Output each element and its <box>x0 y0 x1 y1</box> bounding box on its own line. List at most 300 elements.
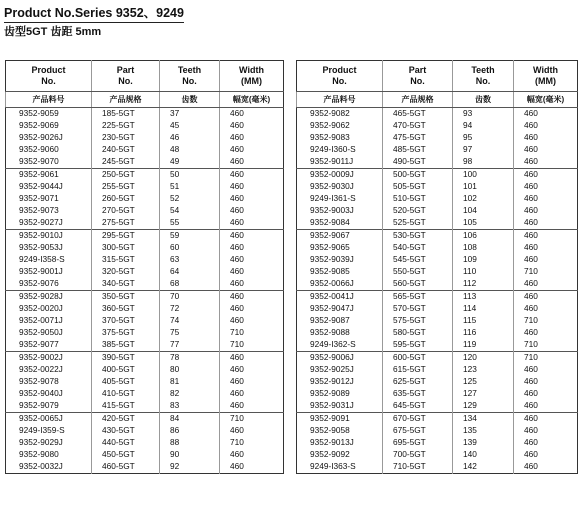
cell-product-no: 9352-9082 <box>310 108 350 119</box>
cell-product-no: 9352-9091 <box>297 413 383 426</box>
cell-product-no: 9352-0022J <box>19 364 63 375</box>
cell-part-no: 230-5GT <box>92 132 160 144</box>
cell-teeth-no: 114 <box>453 303 514 315</box>
cell-width: 460 <box>220 217 284 230</box>
cell-width: 460 <box>514 144 578 156</box>
cell-width: 710 <box>514 315 578 327</box>
col-header-width <box>220 61 284 92</box>
cell-product-no: 9249-I358-S <box>19 254 65 265</box>
cell-part-no: 505-5GT <box>383 181 453 193</box>
cell-teeth-no: 82 <box>160 388 220 400</box>
cell-part-no: 295-5GT <box>92 230 160 243</box>
cell-width: 460 <box>220 461 284 474</box>
cell-width: 460 <box>220 266 284 278</box>
cell-teeth-no: 135 <box>453 425 514 437</box>
product-table-left <box>5 60 284 474</box>
table-row <box>6 108 284 121</box>
cell-product-no: 9352-9030J <box>310 181 354 192</box>
cell-width: 460 <box>220 156 284 169</box>
cell-product-no: 9249-I363-S <box>310 461 356 472</box>
cell-teeth-no: 52 <box>160 193 220 205</box>
cell-part-no: 470-5GT <box>383 120 453 132</box>
cell-width: 710 <box>220 413 284 426</box>
cell-width: 460 <box>220 315 284 327</box>
table-row <box>6 193 284 205</box>
cell-width: 460 <box>514 254 578 266</box>
cell-teeth-no: 81 <box>160 376 220 388</box>
cell-teeth-no: 112 <box>453 278 514 291</box>
cell-width: 460 <box>514 461 578 474</box>
col-header-width-cn: 幅宽(毫米) <box>220 92 284 108</box>
cell-product-no: 9352-9059 <box>19 108 59 119</box>
cell-teeth-no: 129 <box>453 400 514 413</box>
cell-product-no: 9249-I359-S <box>19 425 65 436</box>
cell-product-no: 9352-9078 <box>19 376 59 387</box>
cell-teeth-no: 134 <box>453 413 514 426</box>
cell-part-no: 490-5GT <box>383 156 453 169</box>
table-row <box>297 291 578 304</box>
cell-width: 460 <box>514 425 578 437</box>
cell-product-no: 9352-9026J <box>19 132 63 143</box>
cell-width: 460 <box>514 278 578 291</box>
cell-product-no: 9352-9062 <box>310 120 350 131</box>
cell-product-no: 9352-9079 <box>19 400 59 411</box>
cell-teeth-no: 64 <box>160 266 220 278</box>
cell-product-no: 9352-0032J <box>19 461 63 472</box>
cell-width: 460 <box>514 327 578 339</box>
cell-part-no: 440-5GT <box>92 437 160 449</box>
table-row <box>297 437 578 449</box>
cell-width: 460 <box>220 388 284 400</box>
cell-part-no: 545-5GT <box>383 254 453 266</box>
col-header-width-text: Width (MM) <box>239 65 264 86</box>
cell-width: 460 <box>514 376 578 388</box>
cell-width: 460 <box>514 388 578 400</box>
cell-product-no: 9352-9050J <box>19 327 63 338</box>
table-row <box>6 315 284 327</box>
cell-teeth-no: 46 <box>160 132 220 144</box>
cell-teeth-no: 49 <box>160 156 220 169</box>
cell-product-no: 9352-9065 <box>310 242 350 253</box>
cell-part-no: 675-5GT <box>383 425 453 437</box>
table-row <box>6 266 284 278</box>
table-row <box>297 108 578 121</box>
table-row <box>6 230 284 243</box>
cell-teeth-no: 68 <box>160 278 220 291</box>
cell-part-no: 710-5GT <box>383 461 453 474</box>
cell-teeth-no: 88 <box>160 437 220 449</box>
cell-part-no: 500-5GT <box>383 169 453 182</box>
cell-part-no: 485-5GT <box>383 144 453 156</box>
cell-part-no: 370-5GT <box>92 315 160 327</box>
cell-teeth-no: 80 <box>160 364 220 376</box>
col-header-product-no-text: Product No. <box>31 65 66 86</box>
cell-part-no: 340-5GT <box>92 278 160 291</box>
cell-part-no: 625-5GT <box>383 376 453 388</box>
cell-width: 460 <box>220 230 284 243</box>
cell-width: 460 <box>514 413 578 426</box>
table-row <box>6 400 284 413</box>
cell-width: 710 <box>514 266 578 278</box>
cell-product-no: 9352-9053J <box>19 242 63 253</box>
cell-teeth-no: 106 <box>453 230 514 243</box>
cell-product-no: 9249-I360-S <box>310 144 356 155</box>
cell-part-no: 225-5GT <box>92 120 160 132</box>
cell-teeth-no: 95 <box>453 132 514 144</box>
col-header-part-no <box>383 61 453 92</box>
cell-teeth-no: 59 <box>160 230 220 243</box>
cell-part-no: 400-5GT <box>92 364 160 376</box>
cell-part-no: 600-5GT <box>383 352 453 365</box>
cell-width: 460 <box>220 291 284 304</box>
cell-width: 460 <box>514 291 578 304</box>
cell-part-no: 520-5GT <box>383 205 453 217</box>
cell-teeth-no: 98 <box>453 156 514 169</box>
cell-width: 460 <box>220 278 284 291</box>
col-header-width-text: Width (MM) <box>533 65 558 86</box>
cell-teeth-no: 55 <box>160 217 220 230</box>
cell-width: 460 <box>514 169 578 182</box>
cell-product-no: 9352-9069 <box>19 120 59 131</box>
cell-width: 460 <box>220 352 284 365</box>
cell-product-no: 9352-9040J <box>19 388 63 399</box>
cell-width: 460 <box>220 108 284 121</box>
cell-width: 460 <box>514 230 578 243</box>
cell-part-no: 390-5GT <box>92 352 160 365</box>
col-header-width-cn: 幅宽(毫米) <box>514 92 578 108</box>
table-row <box>6 437 284 449</box>
table-row <box>6 291 284 304</box>
cell-part-no: 510-5GT <box>383 193 453 205</box>
table-row <box>297 388 578 400</box>
col-header-product-no-cn: 产品料号 <box>6 92 92 108</box>
table-row <box>297 278 578 291</box>
table-row <box>6 449 284 461</box>
col-header-teeth-no-text: Teeth No. <box>471 65 495 86</box>
table-row <box>6 242 284 254</box>
table-row <box>6 181 284 193</box>
product-table-right <box>296 60 578 474</box>
cell-product-no: 9352-9003J <box>310 205 354 216</box>
cell-teeth-no: 120 <box>453 352 514 365</box>
cell-teeth-no: 75 <box>160 327 220 339</box>
table-row <box>6 364 284 376</box>
table-row <box>6 413 284 426</box>
cell-width: 460 <box>514 449 578 461</box>
cell-teeth-no: 105 <box>453 217 514 230</box>
cell-width: 460 <box>514 181 578 193</box>
cell-width: 710 <box>220 327 284 339</box>
cell-part-no: 475-5GT <box>383 132 453 144</box>
cell-product-no: 9352-9006J <box>297 352 383 365</box>
table-row <box>297 181 578 193</box>
table-row <box>297 120 578 132</box>
cell-part-no: 245-5GT <box>92 156 160 169</box>
cell-product-no: 9352-9084 <box>310 217 350 228</box>
cell-teeth-no: 92 <box>160 461 220 474</box>
cell-part-no: 645-5GT <box>383 400 453 413</box>
col-header-teeth-no-cn: 齿数 <box>453 92 514 108</box>
cell-part-no: 350-5GT <box>92 291 160 304</box>
cell-teeth-no: 78 <box>160 352 220 365</box>
table-row <box>297 339 578 352</box>
table-row <box>297 352 578 365</box>
cell-width: 460 <box>220 144 284 156</box>
cell-teeth-no: 115 <box>453 315 514 327</box>
cell-width: 460 <box>220 120 284 132</box>
cell-part-no: 260-5GT <box>92 193 160 205</box>
cell-product-no: 9352-9070 <box>19 156 59 167</box>
cell-width: 460 <box>514 400 578 413</box>
table-row <box>297 400 578 413</box>
table-row <box>6 120 284 132</box>
cell-teeth-no: 94 <box>453 120 514 132</box>
page-header <box>4 4 184 39</box>
cell-part-no: 615-5GT <box>383 364 453 376</box>
cell-teeth-no: 110 <box>453 266 514 278</box>
cell-part-no: 250-5GT <box>92 169 160 182</box>
cell-product-no: 9352-9061 <box>6 169 92 182</box>
table-row <box>297 303 578 315</box>
cell-product-no: 9352-9073 <box>19 205 59 216</box>
cell-width: 460 <box>220 303 284 315</box>
cell-product-no: 9352-9087 <box>310 315 350 326</box>
table-row <box>6 461 284 474</box>
cell-part-no: 700-5GT <box>383 449 453 461</box>
table-row <box>6 132 284 144</box>
cell-product-no: 9352-9028J <box>6 291 92 304</box>
cell-teeth-no: 113 <box>453 291 514 304</box>
cell-width: 460 <box>220 242 284 254</box>
table-row <box>6 205 284 217</box>
table-row <box>6 352 284 365</box>
col-header-product-no-text: Product No. <box>322 65 357 86</box>
cell-teeth-no: 37 <box>160 108 220 121</box>
table-row <box>297 461 578 474</box>
table-row <box>297 413 578 426</box>
cell-part-no: 430-5GT <box>92 425 160 437</box>
table-row <box>6 254 284 266</box>
cell-product-no: 9352-9012J <box>310 376 354 387</box>
cell-product-no: 9352-0009J <box>297 169 383 182</box>
cell-width: 460 <box>514 217 578 230</box>
table-row <box>6 327 284 339</box>
cell-teeth-no: 101 <box>453 181 514 193</box>
cell-product-no: 9352-9080 <box>19 449 59 460</box>
table-row <box>297 205 578 217</box>
cell-width: 460 <box>220 132 284 144</box>
table-row <box>297 193 578 205</box>
cell-part-no: 570-5GT <box>383 303 453 315</box>
cell-part-no: 385-5GT <box>92 339 160 352</box>
col-header-part-no-text: Part No. <box>116 65 135 86</box>
cell-product-no: 9352-9044J <box>19 181 63 192</box>
cell-product-no: 9352-9027J <box>19 217 63 228</box>
cell-width: 460 <box>514 364 578 376</box>
table-row <box>297 217 578 230</box>
cell-part-no: 315-5GT <box>92 254 160 266</box>
cell-teeth-no: 84 <box>160 413 220 426</box>
cell-width: 460 <box>220 449 284 461</box>
col-header-part-no-cn: 产品规格 <box>92 92 160 108</box>
table-row <box>6 217 284 230</box>
cell-teeth-no: 93 <box>453 108 514 121</box>
cell-teeth-no: 139 <box>453 437 514 449</box>
cell-product-no: 9352-0065J <box>6 413 92 426</box>
cell-width: 460 <box>220 376 284 388</box>
table-row <box>297 364 578 376</box>
cell-teeth-no: 83 <box>160 400 220 413</box>
cell-product-no: 9249-I361-S <box>310 193 356 204</box>
cell-teeth-no: 102 <box>453 193 514 205</box>
cell-part-no: 320-5GT <box>92 266 160 278</box>
cell-product-no: 9352-9013J <box>310 437 354 448</box>
cell-product-no: 9352-9047J <box>310 303 354 314</box>
cell-teeth-no: 100 <box>453 169 514 182</box>
cell-width: 460 <box>220 193 284 205</box>
table-row <box>297 169 578 182</box>
table-row <box>6 339 284 352</box>
cell-product-no: 9352-9029J <box>19 437 63 448</box>
cell-product-no: 9352-9085 <box>310 266 350 277</box>
cell-part-no: 530-5GT <box>383 230 453 243</box>
cell-width: 460 <box>220 254 284 266</box>
table-row <box>297 156 578 169</box>
cell-teeth-no: 90 <box>160 449 220 461</box>
cell-part-no: 185-5GT <box>92 108 160 121</box>
cell-part-no: 405-5GT <box>92 376 160 388</box>
cell-width: 460 <box>220 205 284 217</box>
page-subtitle: 齿型5GT 齿距 5mm <box>4 26 102 38</box>
cell-product-no: 9352-9011J <box>310 156 354 167</box>
cell-width: 460 <box>514 108 578 121</box>
cell-product-no: 9352-9058 <box>310 425 350 436</box>
cell-product-no: 9352-9071 <box>19 193 59 204</box>
cell-width: 710 <box>220 339 284 352</box>
table-row <box>6 156 284 169</box>
cell-teeth-no: 51 <box>160 181 220 193</box>
cell-part-no: 525-5GT <box>383 217 453 230</box>
cell-product-no: 9249-I362-S <box>310 339 356 350</box>
cell-product-no: 9352-9002J <box>6 352 92 365</box>
col-header-teeth-no <box>160 61 220 92</box>
cell-product-no: 9352-9083 <box>310 132 350 143</box>
cell-part-no: 550-5GT <box>383 266 453 278</box>
cell-teeth-no: 72 <box>160 303 220 315</box>
cell-width: 710 <box>514 352 578 365</box>
cell-teeth-no: 86 <box>160 425 220 437</box>
cell-product-no: 9352-9088 <box>310 327 350 338</box>
col-header-teeth-no-text: Teeth No. <box>177 65 202 86</box>
cell-part-no: 560-5GT <box>383 278 453 291</box>
table-row <box>297 327 578 339</box>
cell-product-no: 9352-0071J <box>19 315 63 326</box>
cell-width: 710 <box>220 437 284 449</box>
cell-teeth-no: 54 <box>160 205 220 217</box>
cell-width: 460 <box>220 169 284 182</box>
cell-product-no: 9352-9001J <box>19 266 63 277</box>
cell-teeth-no: 74 <box>160 315 220 327</box>
cell-part-no: 450-5GT <box>92 449 160 461</box>
col-header-teeth-no-cn: 齿数 <box>160 92 220 108</box>
cell-width: 460 <box>514 120 578 132</box>
cell-teeth-no: 45 <box>160 120 220 132</box>
table-row <box>297 449 578 461</box>
cell-part-no: 410-5GT <box>92 388 160 400</box>
cell-part-no: 375-5GT <box>92 327 160 339</box>
cell-teeth-no: 60 <box>160 242 220 254</box>
cell-product-no: 9352-9039J <box>310 254 354 265</box>
cell-part-no: 695-5GT <box>383 437 453 449</box>
table-row <box>6 376 284 388</box>
table-row <box>297 425 578 437</box>
cell-width: 460 <box>514 303 578 315</box>
cell-width: 460 <box>220 400 284 413</box>
cell-part-no: 270-5GT <box>92 205 160 217</box>
cell-part-no: 465-5GT <box>383 108 453 121</box>
cell-product-no: 9352-9077 <box>19 339 59 350</box>
cell-part-no: 595-5GT <box>383 339 453 352</box>
table-row <box>6 169 284 182</box>
cell-part-no: 415-5GT <box>92 400 160 413</box>
col-header-part-no-cn: 产品规格 <box>383 92 453 108</box>
cell-part-no: 565-5GT <box>383 291 453 304</box>
col-header-width <box>514 61 578 92</box>
cell-width: 460 <box>514 437 578 449</box>
cell-width: 460 <box>514 205 578 217</box>
cell-width: 460 <box>514 132 578 144</box>
table-row <box>297 254 578 266</box>
cell-teeth-no: 63 <box>160 254 220 266</box>
col-header-part-no-text: Part No. <box>408 65 427 86</box>
cell-part-no: 420-5GT <box>92 413 160 426</box>
cell-width: 460 <box>220 425 284 437</box>
cell-part-no: 360-5GT <box>92 303 160 315</box>
cell-product-no: 9352-0041J <box>297 291 383 304</box>
table-row <box>6 425 284 437</box>
cell-width: 710 <box>514 339 578 352</box>
col-header-product-no <box>6 61 92 92</box>
cell-teeth-no: 50 <box>160 169 220 182</box>
cell-product-no: 9352-9060 <box>19 144 59 155</box>
table-row <box>297 376 578 388</box>
table-row <box>297 144 578 156</box>
cell-product-no: 9352-0020J <box>19 303 63 314</box>
cell-teeth-no: 48 <box>160 144 220 156</box>
cell-teeth-no: 70 <box>160 291 220 304</box>
cell-part-no: 635-5GT <box>383 388 453 400</box>
col-header-product-no <box>297 61 383 92</box>
cell-product-no: 9352-9089 <box>310 388 350 399</box>
cell-teeth-no: 116 <box>453 327 514 339</box>
cell-width: 460 <box>220 364 284 376</box>
cell-product-no: 9352-9092 <box>310 449 350 460</box>
cell-teeth-no: 77 <box>160 339 220 352</box>
cell-part-no: 670-5GT <box>383 413 453 426</box>
cell-teeth-no: 119 <box>453 339 514 352</box>
page-title: Product No.Series 9352、9249 <box>4 6 184 23</box>
col-header-product-no-cn: 产品料号 <box>297 92 383 108</box>
cell-product-no: 9352-9025J <box>310 364 354 375</box>
cell-product-no: 9352-9067 <box>297 230 383 243</box>
cell-teeth-no: 123 <box>453 364 514 376</box>
col-header-teeth-no <box>453 61 514 92</box>
cell-teeth-no: 125 <box>453 376 514 388</box>
cell-teeth-no: 104 <box>453 205 514 217</box>
cell-teeth-no: 97 <box>453 144 514 156</box>
cell-product-no: 9352-9076 <box>19 278 59 289</box>
cell-part-no: 460-5GT <box>92 461 160 474</box>
